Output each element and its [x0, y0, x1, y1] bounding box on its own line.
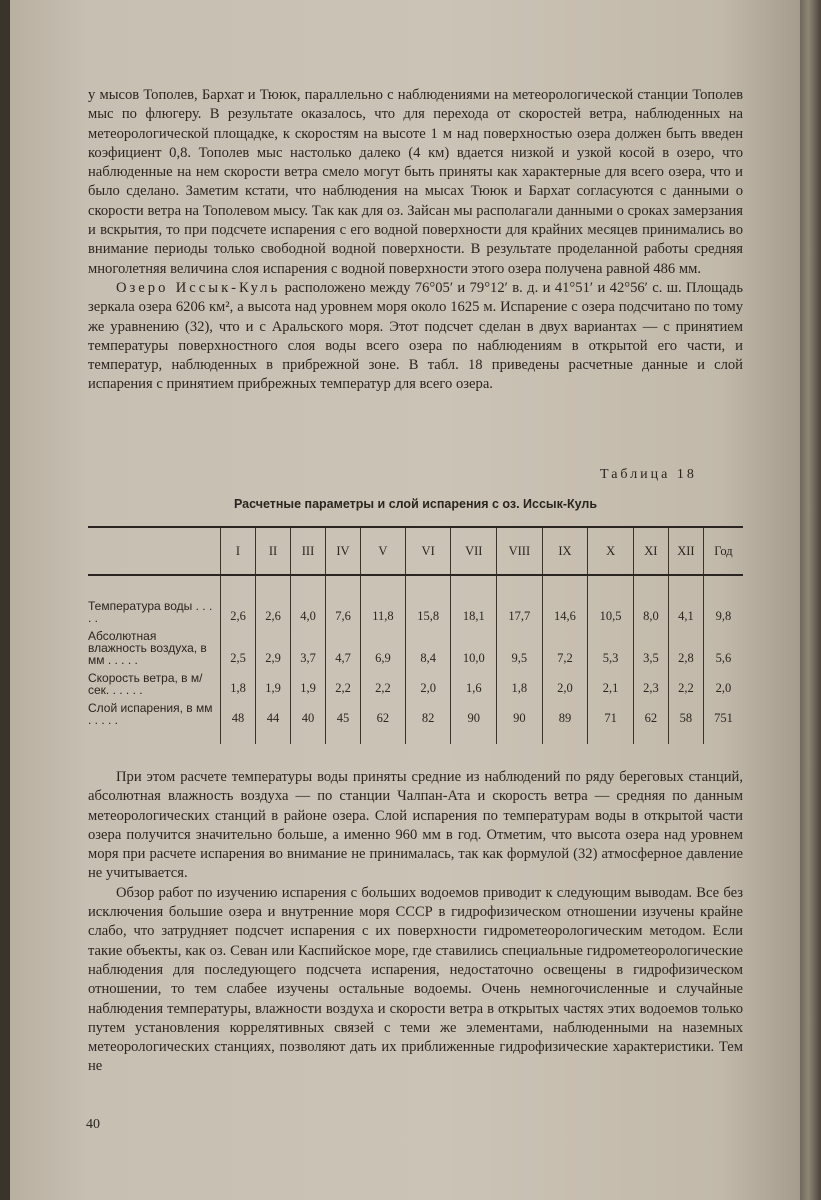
table-header-cell: II — [256, 527, 291, 575]
table-cell: 18,1 — [451, 594, 497, 624]
table-cell: 751 — [703, 696, 743, 726]
table-cell: 9,5 — [497, 624, 543, 666]
table-cell: 7,2 — [542, 624, 588, 666]
table-cell: 2,5 — [221, 624, 256, 666]
paragraph-issyk-kul — [88, 279, 743, 395]
table-cell: 2,6 — [221, 594, 256, 624]
evaporation-table — [88, 526, 743, 744]
table-header-cell: XI — [633, 527, 668, 575]
table-header-cell: XII — [668, 527, 703, 575]
table-cell: 5,6 — [703, 624, 743, 666]
page-edge — [800, 0, 821, 1200]
table-header-cell: IV — [326, 527, 361, 575]
table-cell: 62 — [633, 696, 668, 726]
table-cell: 2,1 — [588, 666, 634, 696]
paragraph-conclusions: Обзор работ по изучению испарения с больших водоемов приводит к следующим выводам. Все без исключения большие озера и внутренние моря СССР в гидрофизическом отношении изучены крайне слабо, что затрудняет подсчет испарения с их поверхности гидрометеорологическим методом. Если такие объекты, как оз. Севан или Каспийское море, где ставились специальные гидрометеорологические наблюдения для последующего подсчета испарения, недостаточно освещены в гидрофизическом отношении, то тем слабее изучены остальные водоемы. Очень немногочисленные и случайные наблюдения температуры, влажности воздуха и скорости ветра в открытых частях этих водоемов только путем установления коррелятивных связей с теми же элементами, наблюденными на наземных метеорологических станциях, позволяют дать их приближенные гидрофизические характеристики. Тем не — [88, 884, 743, 1075]
table-cell: 1,9 — [256, 666, 291, 696]
table-header-cell: V — [361, 527, 406, 575]
table-cell: 4,7 — [326, 624, 361, 666]
table-cell: 17,7 — [497, 594, 543, 624]
table-spacer-row — [88, 575, 743, 594]
table-cell: 7,6 — [326, 594, 361, 624]
table-cell: 3,7 — [291, 624, 326, 666]
table-header-cell: VI — [405, 527, 451, 575]
table-header-cell: I — [221, 527, 256, 575]
table-header-cell: III — [291, 527, 326, 575]
table-cell: 4,1 — [668, 594, 703, 624]
table-header-cell: X — [588, 527, 634, 575]
paragraph-zaysan: у мысов Тополев, Бархат и Тююк, параллельно с наблюдениями на метеорологической станции Тополев мыс по флюгеру. В результате оказалось, что для перехода от скоростей ветра, наблюденных на метеорологической площадке, к скоростям на высоте 1 м над поверхностью озера должен быть введен коэфициент 0,8. Тополев мыс настолько далеко (4 км) вдается низкой и узкой косой в озеро, что наблюденные на нем скорости ветра смело могут быть приняты как характерные для всего озера, что и было сделано. Заметим кстати, что наблюдения на мысах Тююк и Бархат согласуются с данными о скорости ветра на Тополевом мысу. Так как для оз. Зайсан мы располагали данными о сроках замерзания и вскрытия, то при подсчете испарения с его водной поверхности для крайних месяцев принимались во внимание периоды только свободной водной поверхности. В результате проделанной работы средняя многолетняя величина слоя испарения с водной поверхности этого озера получена равной 486 мм. — [88, 87, 743, 277]
table-cell: 90 — [451, 696, 497, 726]
page-number: 40 — [86, 1117, 100, 1132]
table-cell: 44 — [256, 696, 291, 726]
table-cell: 15,8 — [405, 594, 451, 624]
table-cell: 45 — [326, 696, 361, 726]
row-label: Скорость ветра, в м/сек. . . . . . — [88, 671, 203, 697]
table-cell: 48 — [221, 696, 256, 726]
table-spacer-row — [88, 726, 743, 744]
table-cell: 2,9 — [256, 624, 291, 666]
table-cell: 2,2 — [668, 666, 703, 696]
table-cell: 1,9 — [291, 666, 326, 696]
table-cell: 14,6 — [542, 594, 588, 624]
table-header-cell: IX — [542, 527, 588, 575]
table-header-cell: VIII — [497, 527, 543, 575]
table-cell: 9,8 — [703, 594, 743, 624]
table-cell: 10,5 — [588, 594, 634, 624]
table-cell: 2,0 — [703, 666, 743, 696]
table-cell: 58 — [668, 696, 703, 726]
table-row — [88, 624, 743, 666]
table-cell: 2,0 — [542, 666, 588, 696]
table-cell: 10,0 — [451, 624, 497, 666]
table-cell: 6,9 — [361, 624, 406, 666]
table-cell: 40 — [291, 696, 326, 726]
table-label: Таблица 18 — [600, 467, 697, 482]
table-cell: 2,8 — [668, 624, 703, 666]
row-label: Абсолютная влажность воздуха, в мм . . . . . — [88, 629, 207, 667]
table-row — [88, 696, 743, 726]
issyk-kul-lead: Озеро Иссык-Куль — [116, 279, 281, 296]
row-label: Слой испарения, в мм . . . . . — [88, 701, 213, 727]
table-row — [88, 666, 743, 696]
table-cell: 2,2 — [361, 666, 406, 696]
table-cell: 71 — [588, 696, 634, 726]
table-cell: 1,8 — [221, 666, 256, 696]
table-cell: 62 — [361, 696, 406, 726]
table-cell: 8,0 — [633, 594, 668, 624]
table-header-cell: Год — [703, 527, 743, 575]
table-cell: 2,3 — [633, 666, 668, 696]
table-cell: 2,6 — [256, 594, 291, 624]
table-cell: 2,0 — [405, 666, 451, 696]
table-cell: 4,0 — [291, 594, 326, 624]
table-row — [88, 594, 743, 624]
table-title: Расчетные параметры и слой испарения с оз. Иссык-Куль — [233, 497, 598, 511]
row-label: Температура воды . . . . . — [88, 599, 213, 625]
paragraph-calculation-notes: При этом расчете температуры воды приняты средние из наблюдений по ряду береговых станций, абсолютная влажность воздуха — по станции Чалпан-Ата и скорость ветра — средняя по данным метеорологических станций в районе озера. Слой испарения по температурам воды в открытой части озера получится значительно больше, а именно 960 мм в год. Отметим, что высота озера над уровнем моря при расчете испарения во внимание не принималась, так как формулой (32) атмосферное давление не учитывается. — [88, 769, 743, 882]
table-cell: 1,6 — [451, 666, 497, 696]
table-cell: 11,8 — [361, 594, 406, 624]
issyk-kul-text: расположено между 76°05′ и 79°12′ в. д. и 41°51′ и 42°56′ с. ш. Площадь зеркала озера 6206 км², а высота над уровнем моря около 1625 м. Испарение с озера подсчитано по тому же уравнению (32), что и с Аральского моря. Этот подсчет сделан в двух вариантах — с принятием температуры поверхностного слоя воды всего озера по наблюдениям в открытой его части, и температур, наблюденных в прибрежной зоне. В табл. 18 приведены расчетные данные и слой испарения с принятием прибрежных температур для всего озера. — [88, 279, 743, 393]
table-header-cell: VII — [451, 527, 497, 575]
table-cell: 3,5 — [633, 624, 668, 666]
table-cell: 89 — [542, 696, 588, 726]
table-header-blank — [88, 527, 221, 575]
table-cell: 90 — [497, 696, 543, 726]
table-cell: 1,8 — [497, 666, 543, 696]
top-text-block — [88, 86, 743, 395]
table-cell: 82 — [405, 696, 451, 726]
bottom-text-block — [88, 768, 743, 1077]
table-cell: 5,3 — [588, 624, 634, 666]
table-header-row — [88, 527, 743, 575]
table-cell: 2,2 — [326, 666, 361, 696]
table-cell: 8,4 — [405, 624, 451, 666]
